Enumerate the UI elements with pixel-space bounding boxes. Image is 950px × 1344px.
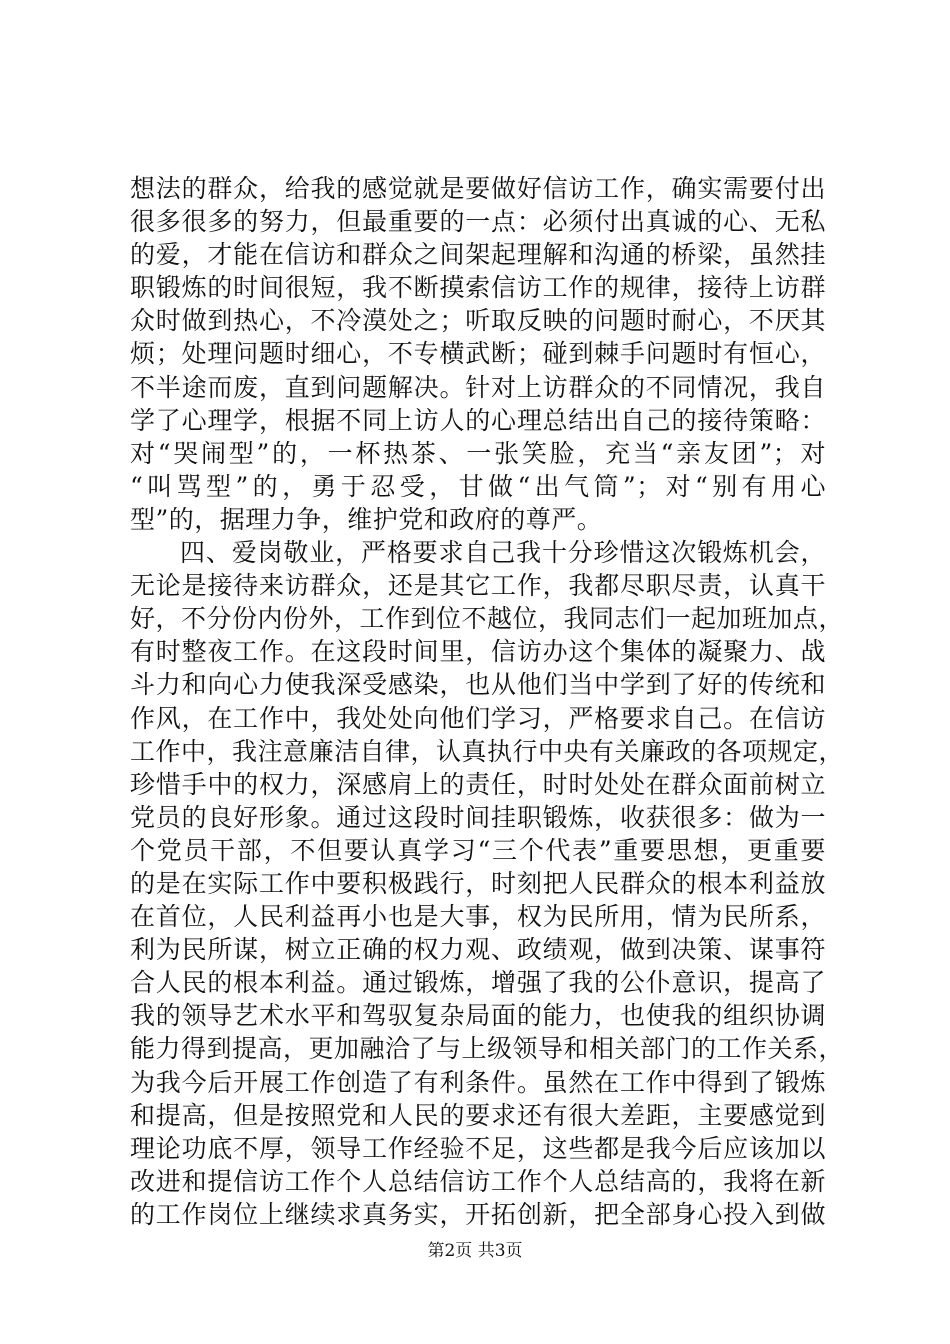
text-line: 很多很多的努力，但最重要的一点：必须付出真诚的心、无私 xyxy=(130,207,826,237)
text-line: 作风，在工作中，我处处向他们学习，严格要求自己。在信访 xyxy=(130,703,826,733)
text-line: 职锻炼的时间很短，我不断摸索信访工作的规律，接待上访群 xyxy=(130,273,826,303)
text-line: 合人民的根本利益。通过锻炼，增强了我的公仆意识，提高了 xyxy=(130,968,826,998)
text-line: 学了心理学，根据不同上访人的心理总结出自己的接待策略： xyxy=(130,405,826,435)
text-line: 想法的群众，给我的感觉就是要做好信访工作，确实需要付出 xyxy=(130,174,826,203)
text-line: 众时做到热心，不冷漠处之；听取反映的问题时耐心，不厌其 xyxy=(130,306,826,336)
text-line: 的工作岗位上继续求真务实，开拓创新，把全部身心投入到做 xyxy=(130,1199,826,1229)
text-line: 的爱，才能在信访和群众之间架起理解和沟通的桥梁，虽然挂 xyxy=(130,240,826,270)
text-line: 改进和提信访工作个人总结信访工作个人总结高的，我将在新 xyxy=(130,1166,826,1196)
text-line: 不半途而废，直到问题解决。针对上访群众的不同情况，我自 xyxy=(130,372,826,402)
text-line: 和提高，但是按照党和人民的要求还有很大差距，主要感觉到 xyxy=(130,1100,826,1130)
text-line: 珍惜手中的权力，深感肩上的责任，时时处处在群众面前树立 xyxy=(130,769,826,799)
text-line: 有时整夜工作。在这段时间里，信访办这个集体的凝聚力、战 xyxy=(130,637,826,667)
text-line: 工作中，我注意廉洁自律，认真执行中央有关廉政的各项规定， xyxy=(130,736,845,766)
text-line: 好，不分份内份外，工作到位不越位，我同志们一起加班加点， xyxy=(130,604,845,634)
text-line: 型”的，据理力争，维护党和政府的尊严。 xyxy=(130,504,603,534)
text-line: 理论功底不厚，领导工作经验不足，这些都是我今后应该加以 xyxy=(130,1133,826,1163)
page-number: 第2页 共3页 xyxy=(427,1241,523,1261)
paragraph-start-line: 四、爱岗敬业，严格要求自己我十分珍惜这次锻炼机会， xyxy=(180,538,826,568)
page-footer xyxy=(0,1240,950,1262)
text-line: 斗力和向心力使我深受感染，也从他们当中学到了好的传统和 xyxy=(130,670,826,700)
text-line: 为我今后开展工作创造了有利条件。虽然在工作中得到了锻炼 xyxy=(130,1067,826,1097)
body-text xyxy=(130,172,845,1231)
text-line: “叫骂型”的，勇于忍受，甘做“出气筒”；对“别有用心 xyxy=(130,471,826,501)
text-line: 对“哭闹型”的，一杯热茶、一张笑脸，充当“亲友团”；对 xyxy=(130,438,826,468)
text-line: 个党员干部，不但要认真学习“三个代表”重要思想，更重要 xyxy=(130,835,826,865)
text-line: 在首位，人民利益再小也是大事，权为民所用，情为民所系， xyxy=(130,902,826,932)
text-line: 我的领导艺术水平和驾驭复杂局面的能力，也使我的组织协调 xyxy=(130,1001,826,1031)
text-line: 利为民所谋，树立正确的权力观、政绩观，做到决策、谋事符 xyxy=(130,935,826,965)
text-line: 的是在实际工作中要积极践行，时刻把人民群众的根本利益放 xyxy=(130,868,826,898)
text-line: 烦；处理问题时细心，不专横武断；碰到棘手问题时有恒心， xyxy=(130,339,826,369)
text-line: 党员的良好形象。通过这段时间挂职锻炼，收获很多：做为一 xyxy=(130,802,826,832)
text-line: 能力得到提高，更加融洽了与上级领导和相关部门的工作关系， xyxy=(130,1034,845,1064)
text-line: 无论是接待来访群众，还是其它工作，我都尽职尽责，认真干 xyxy=(130,571,826,601)
